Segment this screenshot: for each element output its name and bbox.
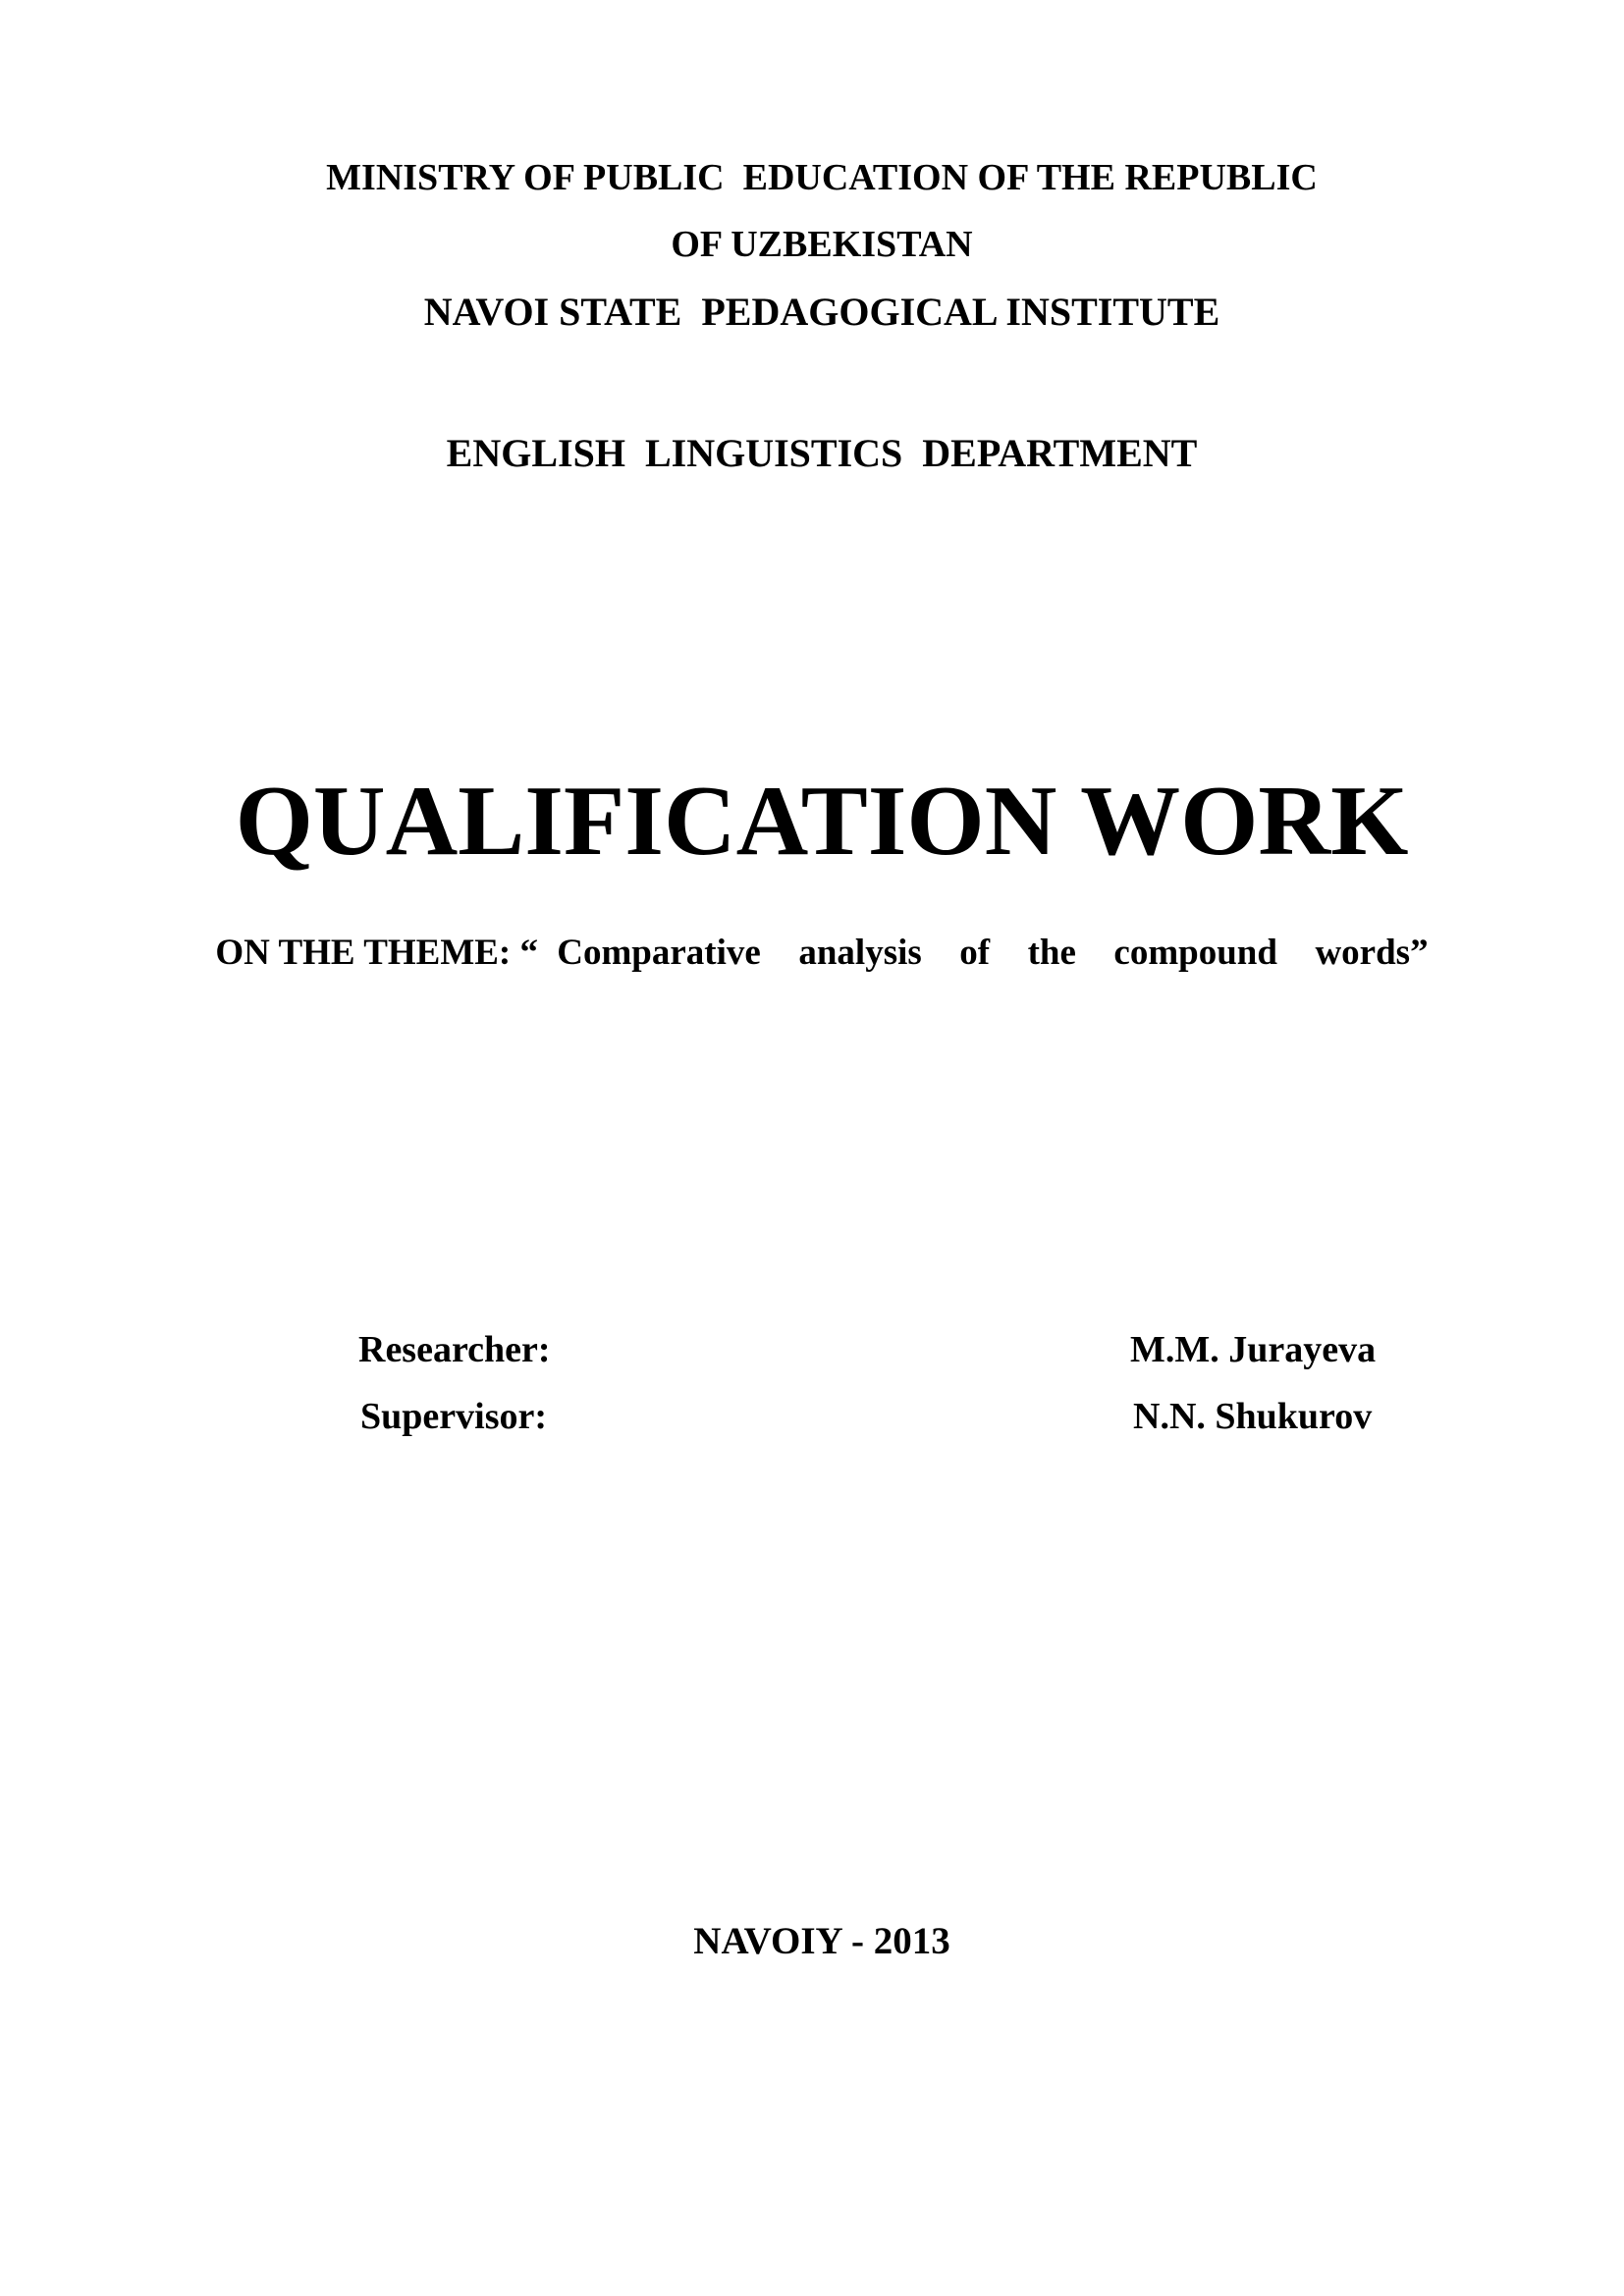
theme-line xyxy=(10,934,1624,971)
ministry-heading-line1: MINISTRY OF PUBLIC EDUCATION OF THE REPUBLIC xyxy=(326,157,1318,198)
ministry-heading-line2: OF UZBEKISTAN xyxy=(671,224,973,265)
researcher-name: M.M. Jurayeva xyxy=(1130,1329,1377,1370)
theme-text: “ Comparative analysis of the compound words” xyxy=(519,933,1429,973)
department-heading: ENGLISH LINGUISTICS DEPARTMENT xyxy=(446,431,1198,475)
institute-heading: NAVOI STATE PEDAGOGICAL INSTITUTE xyxy=(423,290,1220,334)
theme-prefix: ON THE THEME: xyxy=(215,933,512,973)
document-title: QUALIFICATION WORK xyxy=(235,766,1409,877)
supervisor-name: N.N. Shukurov xyxy=(1133,1396,1373,1437)
researcher-label: Researcher: xyxy=(358,1329,551,1370)
supervisor-label: Supervisor: xyxy=(360,1396,547,1437)
place-year-footer: NAVOIY - 2013 xyxy=(693,1920,950,1962)
